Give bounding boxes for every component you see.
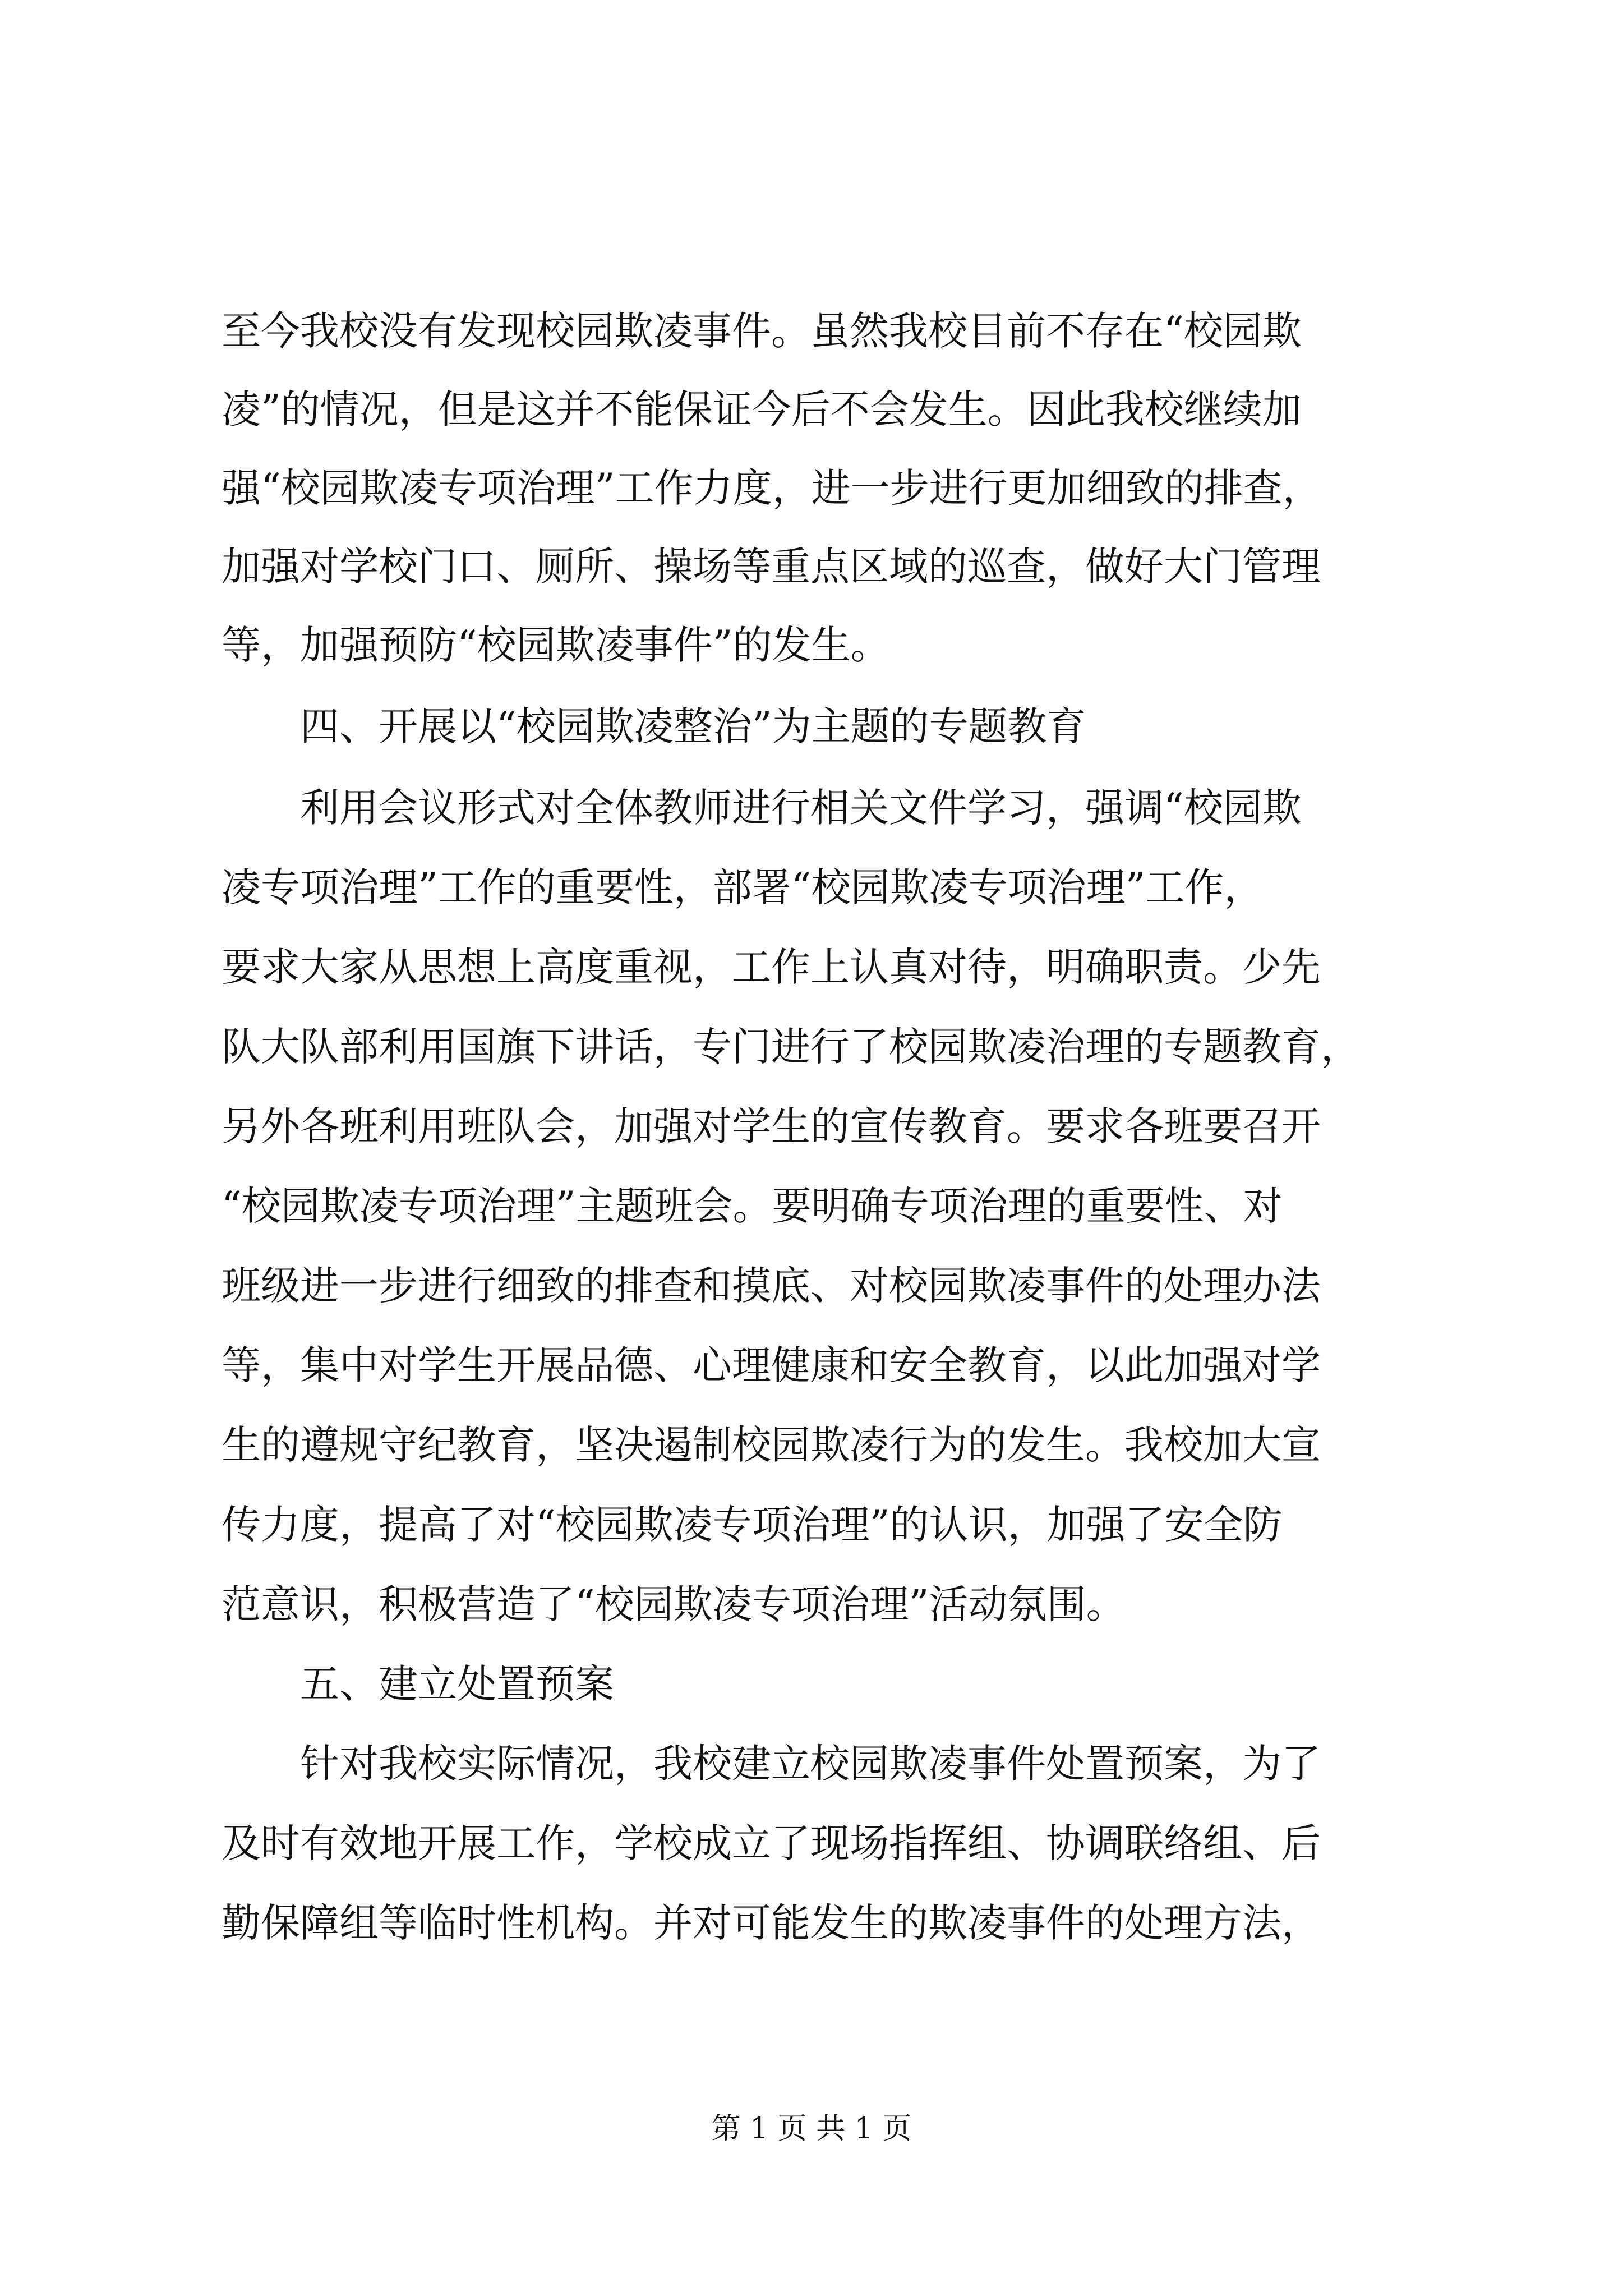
text-line: 凌”的情况，但是这并不能保证今后不会发生。因此我校继续加 [222,386,1302,432]
text-line: 等，加强预防“校园欺凌事件”的发生。 [222,622,890,668]
text-line: 凌专项治理”工作的重要性，部署“校园欺凌专项治理”工作， [222,864,1264,910]
text-line: 强“校园欺凌专项治理”工作力度，进一步进行更加细致的排查， [222,465,1322,511]
text-line: 队大队部利用国旗下讲话，专门进行了校园欺凌治理的专题教育， [222,1024,1360,1070]
text-line: 范意识，积极营造了“校园欺凌专项治理”活动氛围。 [222,1581,1126,1627]
section-heading: 四、开展以“校园欺凌整治”为主题的专题教育 [300,703,1086,749]
text-line: 班级进一步进行细致的排查和摸底、对校园欺凌事件的处理办法 [222,1263,1321,1309]
text-line: 加强对学校门口、厕所、操场等重点区域的巡查，做好大门管理 [222,544,1321,590]
text-line: “校园欺凌专项治理”主题班会。要明确专项治理的重要性、对 [222,1183,1283,1229]
section-heading: 五、建立处置预案 [300,1661,614,1707]
text-line: 另外各班利用班队会，加强对学生的宣传教育。要求各班要召开 [222,1103,1321,1149]
text-line: 传力度，提高了对“校园欺凌专项治理”的认识，加强了安全防 [222,1502,1283,1548]
text-line: 等，集中对学生开展品德、心理健康和安全教育，以此加强对学 [222,1342,1321,1388]
text-line: 勤保障组等临时性机构。并对可能发生的欺凌事件的处理方法， [222,1900,1321,1946]
text-line: 至今我校没有发现校园欺凌事件。虽然我校目前不存在“校园欺 [222,308,1302,354]
paragraph-start: 针对我校实际情况，我校建立校园欺凌事件处置预案，为了 [300,1741,1321,1787]
text-line: 要求大家从思想上高度重视，工作上认真对待，明确职责。少先 [222,944,1321,990]
paragraph-start: 利用会议形式对全体教师进行相关文件学习，强调“校园欺 [300,785,1302,831]
text-line: 及时有效地开展工作，学校成立了现场指挥组、协调联络组、后 [222,1820,1321,1866]
text-line: 生的遵规守纪教育，坚决遏制校园欺凌行为的发生。我校加大宣 [222,1422,1321,1468]
page-footer: 第 1 页 共 1 页 [711,2112,912,2146]
